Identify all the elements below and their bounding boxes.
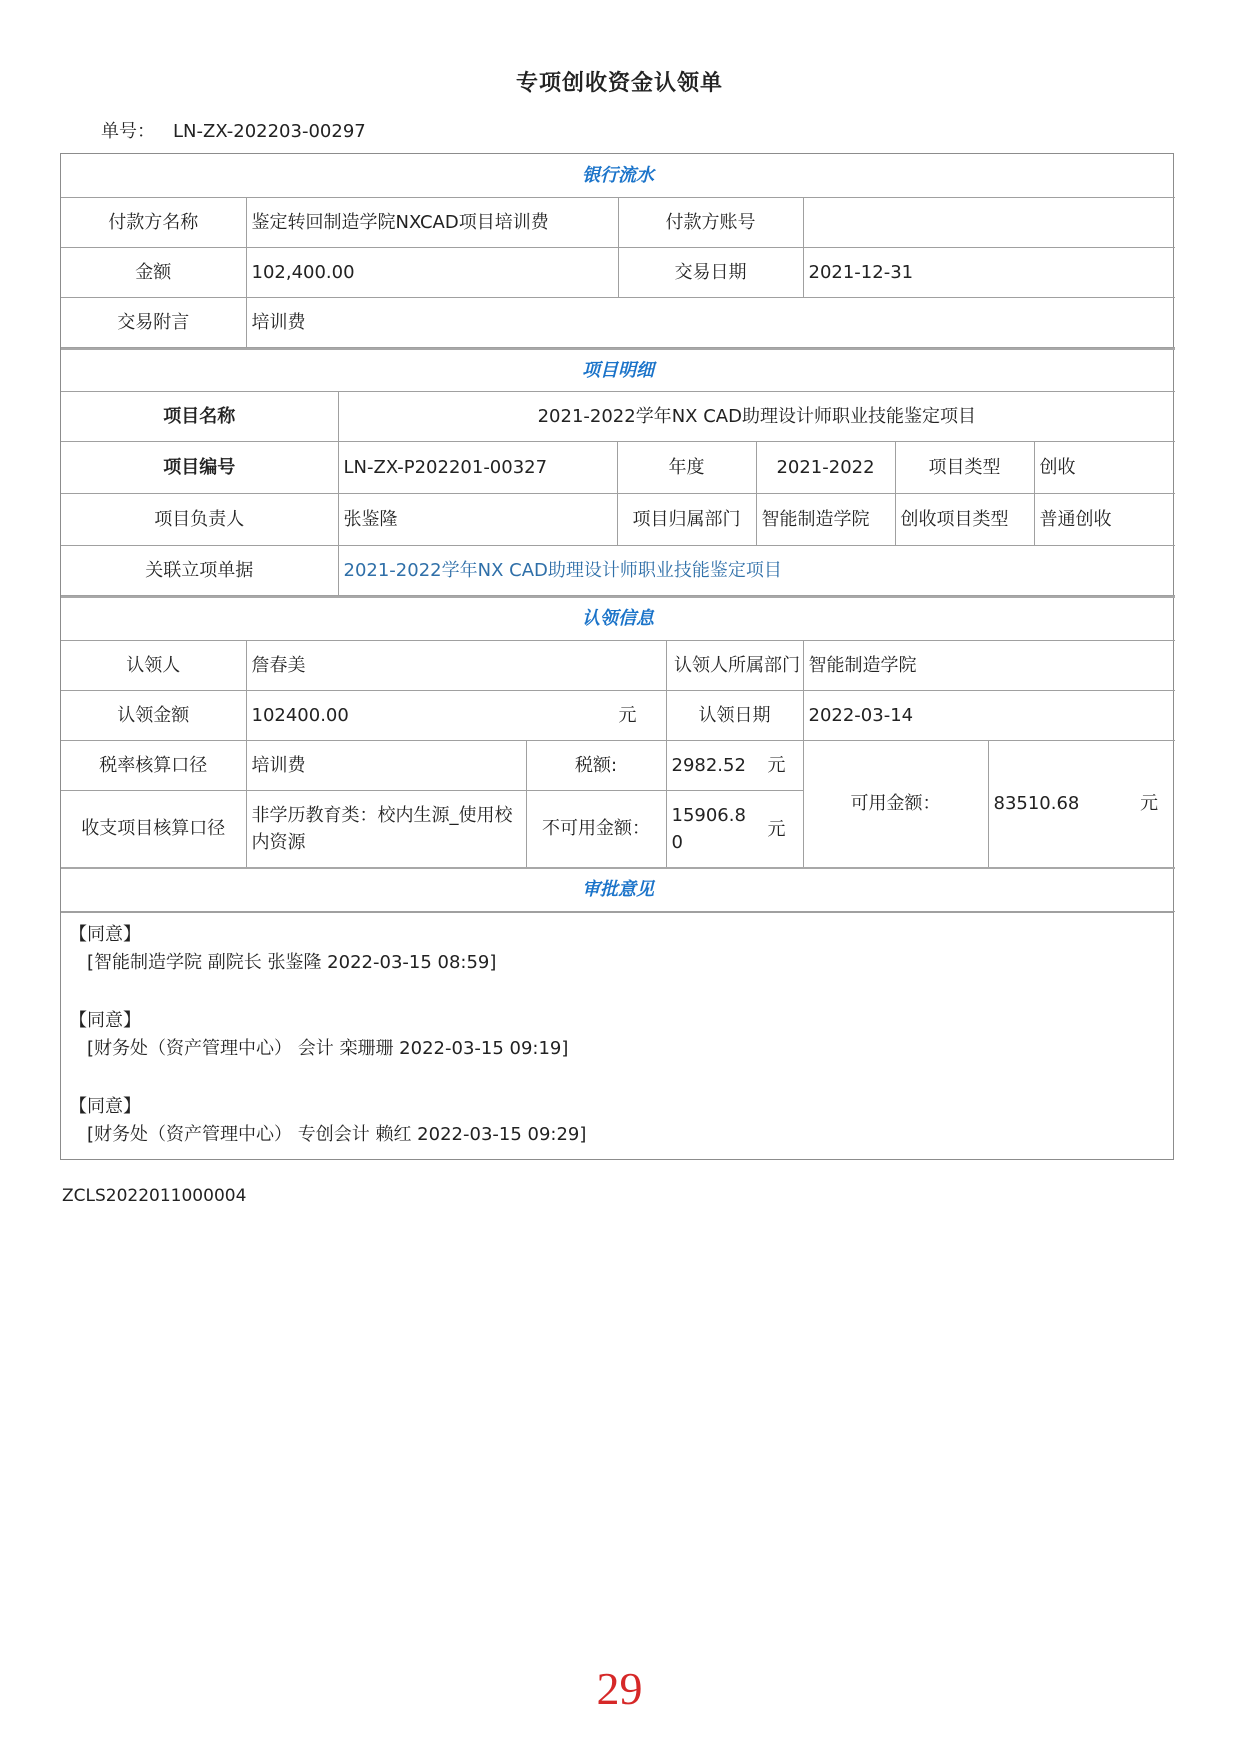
project-leader-value: 张鉴隆: [338, 494, 617, 546]
related-doc-label: 关联立项单据: [61, 546, 338, 596]
claim-table: [61, 596, 1175, 912]
unavailable-value: 15906.80: [671, 804, 746, 853]
approval-list: [61, 912, 1173, 1159]
claim-amount-cell: [246, 690, 666, 740]
payer-name-value: 鉴定转回制造学院NXCAD项目培训费: [246, 197, 618, 247]
claim-date-label: 认领日期: [666, 690, 803, 740]
amount-value: 102,400.00: [246, 247, 618, 297]
approval-detail: [财务处（资产管理中心） 专创会计 赖红 2022-03-15 09:29]: [87, 1123, 587, 1145]
project-year-value: 2021-2022: [756, 442, 895, 494]
footer-code: ZCLS2022011000004: [62, 1186, 247, 1206]
claim-amount-value: 102400.00: [251, 704, 349, 726]
approval-item: [69, 1093, 1165, 1149]
approval-item: [69, 921, 1165, 977]
approval-item: [69, 1007, 1165, 1063]
tax-label: 税额:: [526, 740, 666, 790]
unavailable-unit: 元: [767, 818, 786, 840]
claimant-label: 认领人: [61, 640, 246, 690]
approval-detail: [财务处（资产管理中心） 会计 栾珊珊 2022-03-15 09:19]: [87, 1037, 569, 1059]
document-number-label: 单号：: [101, 121, 155, 142]
claim-header: 认领信息: [61, 597, 1175, 640]
income-type-label: 创收项目类型: [895, 494, 1034, 546]
project-name-value: 2021-2022学年NX CAD助理设计师职业技能鉴定项目: [338, 392, 1175, 442]
approval-status: 【同意】: [69, 923, 141, 945]
available-value: 83510.68: [993, 793, 1080, 815]
available-unit: 元: [1140, 793, 1159, 815]
bank-flow-table: [61, 154, 1175, 348]
available-cell: [988, 740, 1175, 868]
document-number: [101, 117, 366, 143]
project-type-value: 创收: [1034, 442, 1175, 494]
project-type-label: 项目类型: [895, 442, 1034, 494]
claim-amount-unit: 元: [618, 704, 637, 726]
tax-unit: 元: [767, 754, 786, 776]
available-label: 可用金额：: [803, 740, 988, 868]
income-type-value: 普通创收: [1034, 494, 1175, 546]
tax-value: 2982.52: [671, 754, 746, 776]
project-leader-label: 项目负责人: [61, 494, 338, 546]
claimant-dept-label: 认领人所属部门: [666, 640, 803, 690]
approval-header: 审批意见: [61, 868, 1175, 911]
approval-status: 【同意】: [69, 1009, 141, 1031]
payer-account-label: 付款方账号: [618, 197, 803, 247]
claim-amount-label: 认领金额: [61, 690, 246, 740]
item-basis-value: 非学历教育类：校内生源_使用校内资源: [246, 790, 526, 868]
item-basis-label: 收支项目核算口径: [61, 790, 246, 868]
tax-basis-value: 培训费: [246, 740, 526, 790]
approval-status: 【同意】: [69, 1095, 141, 1117]
trade-date-label: 交易日期: [618, 247, 803, 297]
payer-name-label: 付款方名称: [61, 197, 246, 247]
claimant-value: 詹春美: [246, 640, 666, 690]
trade-date-value: 2021-12-31: [803, 247, 1175, 297]
claimant-dept-value: 智能制造学院: [803, 640, 1175, 690]
amount-label: 金额: [61, 247, 246, 297]
project-year-label: 年度: [617, 442, 756, 494]
document-title: 专项创收资金认领单: [515, 71, 723, 96]
project-code-value: LN-ZX-P202201-00327: [338, 442, 617, 494]
page-number: 29: [596, 1663, 643, 1714]
memo-value: 培训费: [246, 297, 1175, 347]
approval-detail: [智能制造学院 副院长 张鉴隆 2022-03-15 08:59]: [87, 951, 497, 973]
project-dept-label: 项目归属部门: [617, 494, 756, 546]
project-name-label: 项目名称: [61, 392, 338, 442]
unavailable-label: 不可用金额：: [526, 790, 666, 868]
claim-date-value: 2022-03-14: [803, 690, 1175, 740]
tax-basis-label: 税率核算口径: [61, 740, 246, 790]
related-doc-link[interactable]: 2021-2022学年NX CAD助理设计师职业技能鉴定项目: [338, 546, 1175, 596]
claim-form: [60, 153, 1174, 1160]
unavailable-cell: [666, 790, 803, 868]
project-code-label: 项目编号: [61, 442, 338, 494]
bank-flow-header: 银行流水: [61, 154, 1175, 197]
project-header: 项目明细: [61, 349, 1175, 392]
memo-label: 交易附言: [61, 297, 246, 347]
tax-cell: [666, 740, 803, 790]
document-number-value: LN-ZX-202203-00297: [173, 121, 366, 142]
payer-account-value: [803, 197, 1175, 247]
project-table: [61, 348, 1175, 597]
project-dept-value: 智能制造学院: [756, 494, 895, 546]
